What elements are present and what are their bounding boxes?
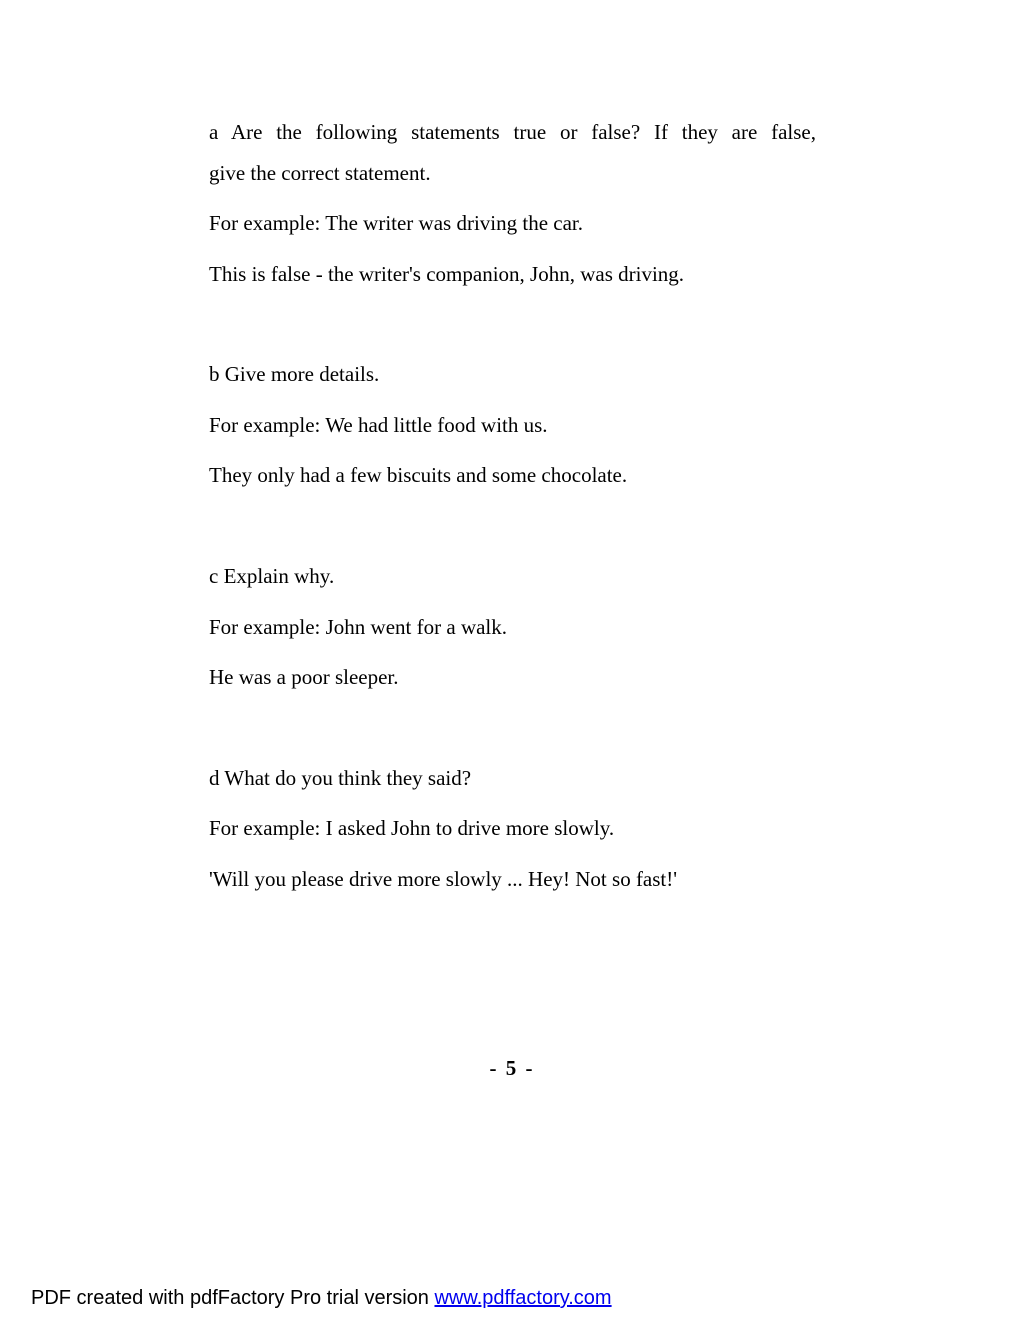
exercise-d-example: For example: I asked John to drive more slowly.	[209, 816, 615, 840]
exercise-a-instruction-line2: give the correct statement.	[209, 161, 431, 185]
exercise-c-instruction: c Explain why.	[209, 564, 335, 588]
exercise-c-answer: He was a poor sleeper.	[209, 665, 399, 689]
exercise-a-instruction-line1: a Are the following statements true or false? If they are false,	[209, 120, 816, 144]
exercise-c-example: For example: John went for a walk.	[209, 615, 508, 639]
exercise-b-instruction: b Give more details.	[209, 362, 380, 386]
exercise-a-answer: This is false - the writer's companion, John, was driving.	[209, 262, 685, 286]
pdf-footer	[31, 1286, 612, 1310]
exercise-b-answer: They only had a few biscuits and some chocolate.	[209, 463, 628, 487]
exercise-a-example: For example: The writer was driving the car.	[209, 211, 584, 235]
exercise-b-example: For example: We had little food with us.	[209, 413, 548, 437]
footer-link[interactable]: www.pdffactory.com	[434, 1287, 612, 1309]
exercise-d-instruction: d What do you think they said?	[209, 766, 472, 790]
exercise-d-answer: 'Will you please drive more slowly ... Hey! Not so fast!'	[209, 867, 678, 891]
footer-text: PDF created with pdfFactory Pro trial version	[31, 1287, 435, 1309]
page-number: - 5 -	[489, 1056, 535, 1080]
